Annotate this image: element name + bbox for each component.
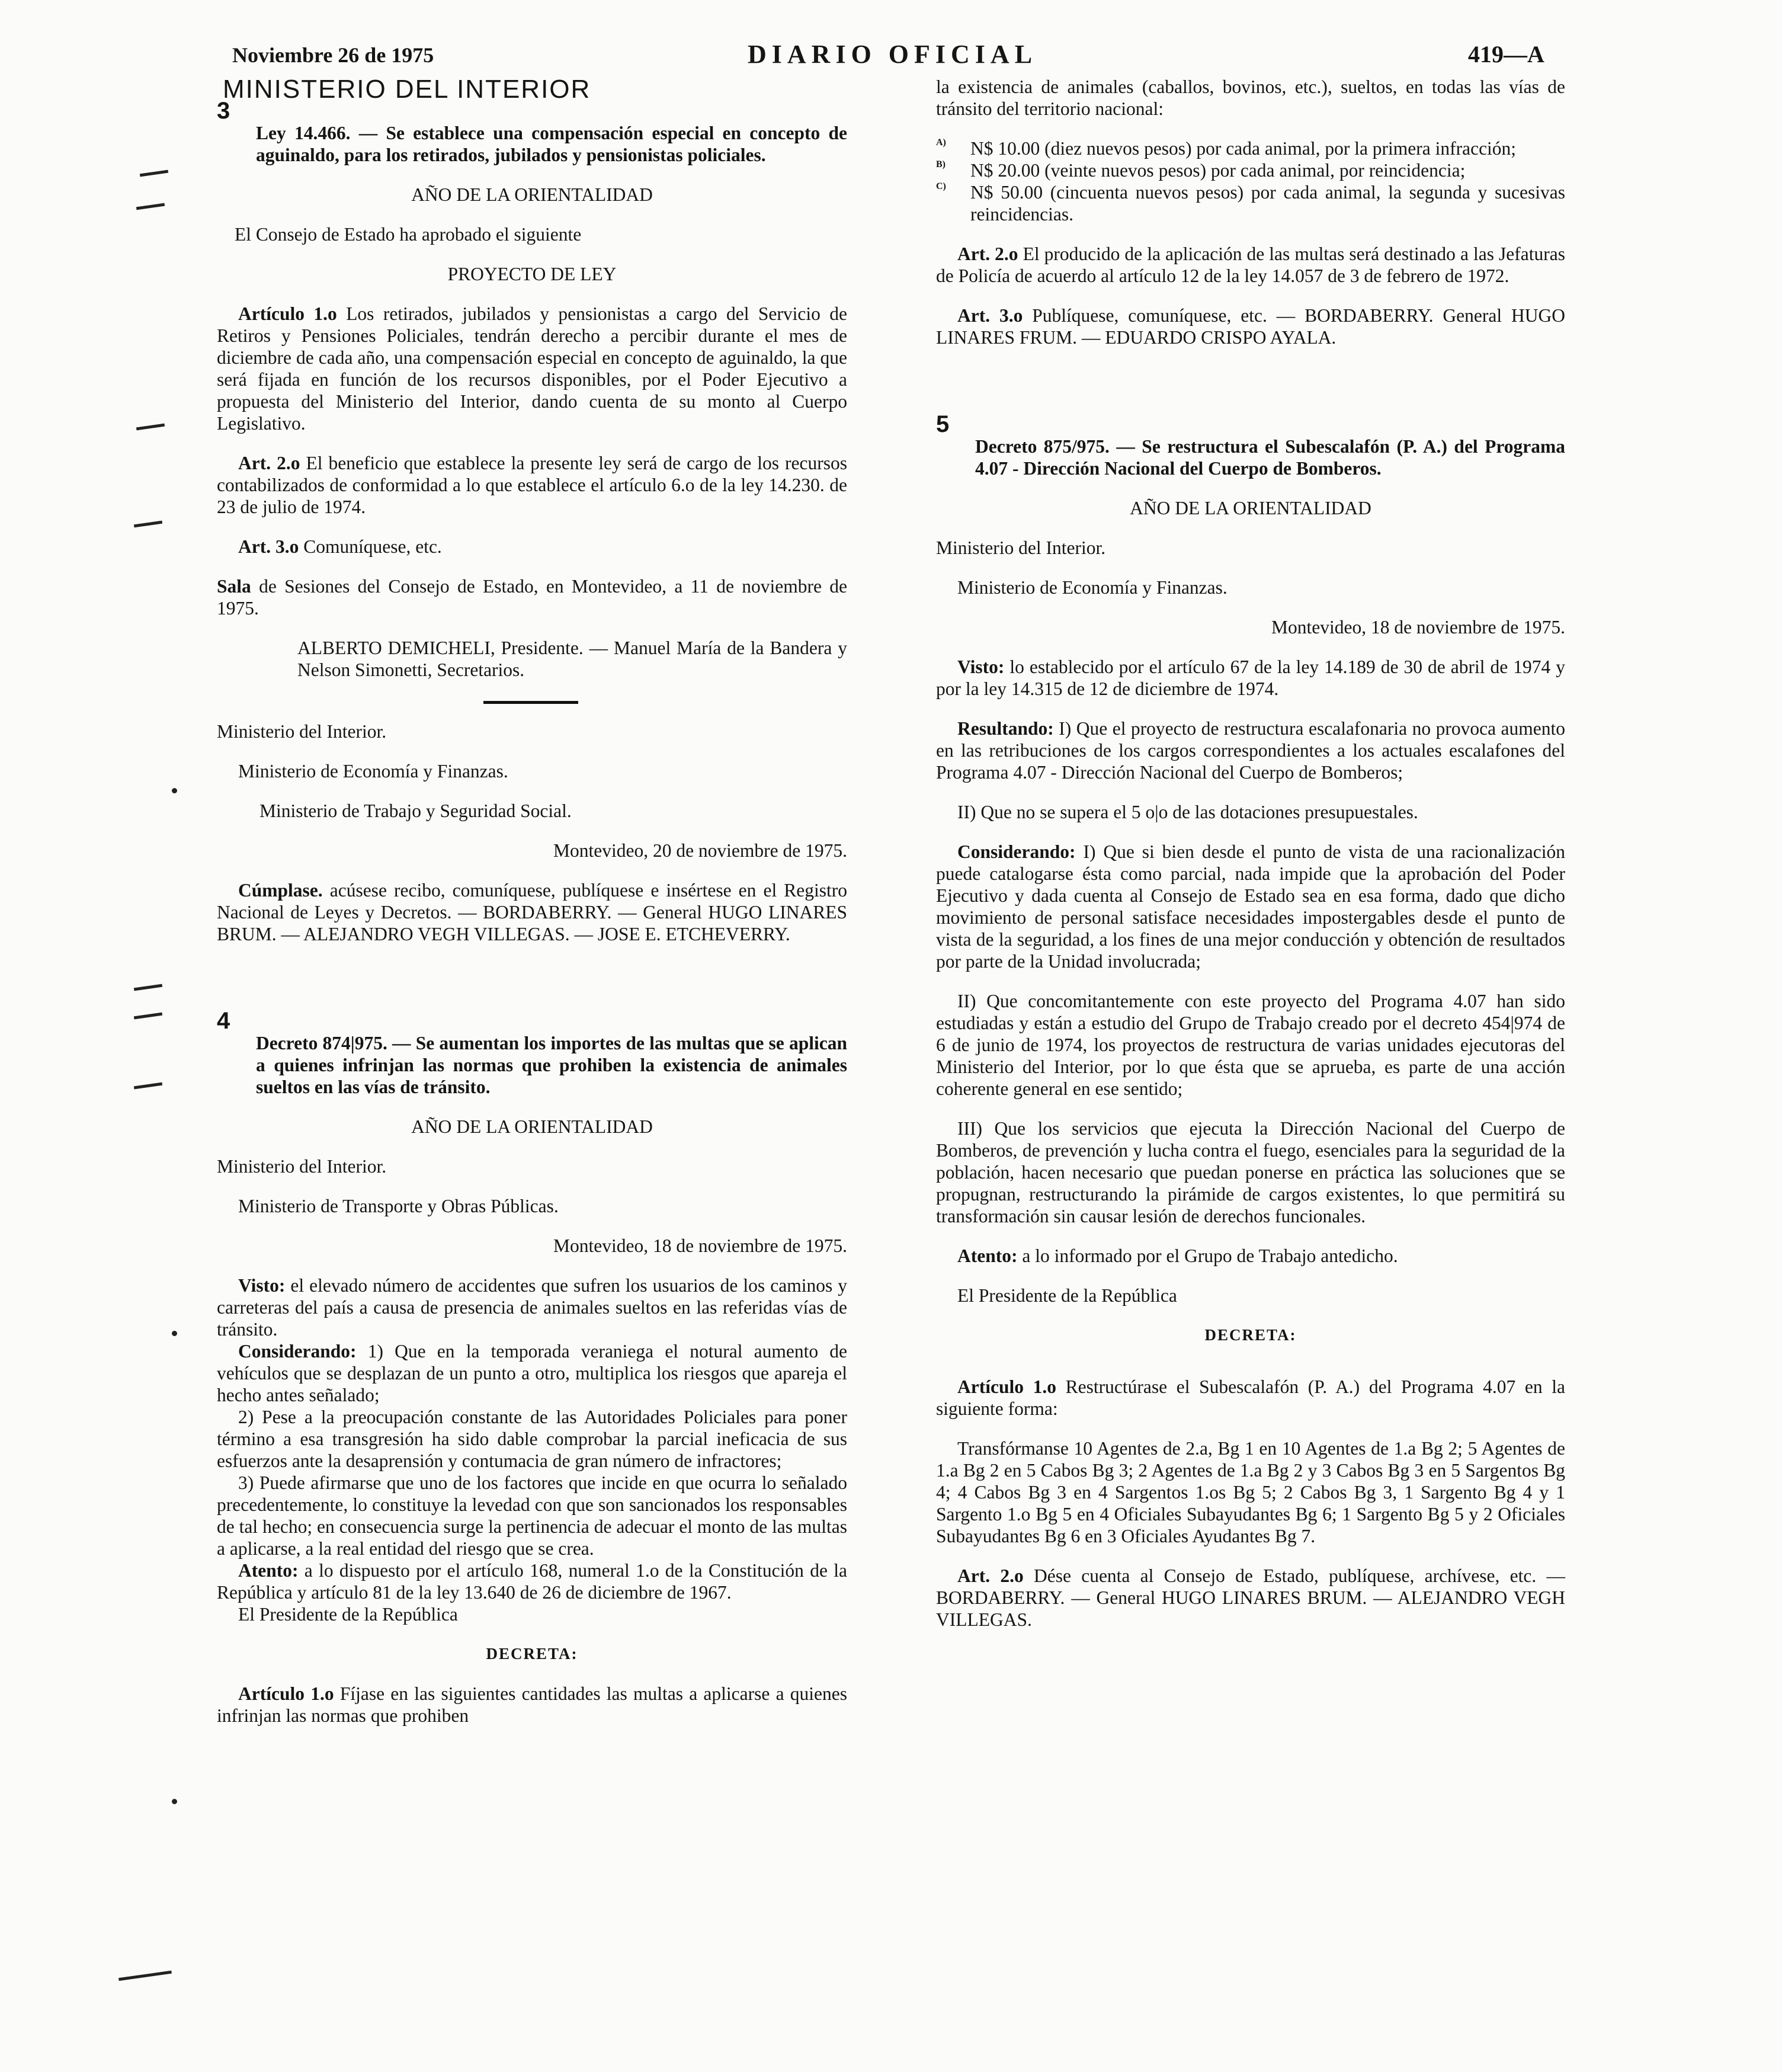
ministry-line: Ministerio de Trabajo y Seguridad Social. bbox=[259, 800, 572, 821]
section-4-continued bbox=[936, 76, 1565, 348]
ministry-line: Ministerio del Interior. bbox=[217, 1156, 387, 1177]
resultando-text: I) Que el proyecto de restructura escalafonaria no provoca aumento en las retribuciones de los cargos correspondientes a los actuales escalafones del Programa 4.07 - Dirección Nacional del Cuerpo de Bomberos; bbox=[936, 718, 1566, 783]
issue-date: Noviembre 26 de 1975 bbox=[232, 43, 434, 67]
ministry-line: Ministerio de Economía y Finanzas. bbox=[957, 577, 1227, 598]
signers: ALBERTO DEMICHELI, Presidente. — Manuel María de la Bandera y Nelson Simonetti, Secretarios. bbox=[297, 638, 847, 680]
margin-dot bbox=[172, 1799, 177, 1804]
ministry-line: Ministerio de Transporte y Obras Públicas. bbox=[238, 1196, 559, 1216]
decreta-heading: DECRETA: bbox=[1204, 1326, 1297, 1344]
margin-mark bbox=[140, 170, 168, 177]
right-column bbox=[936, 76, 1565, 1631]
place-date: Montevideo, 18 de noviembre de 1975. bbox=[1271, 617, 1565, 638]
margin-mark bbox=[134, 984, 162, 991]
section-3 bbox=[217, 100, 847, 945]
fine-item-text: N$ 20.00 (veinte nuevos pesos) por cada animal, por reincidencia; bbox=[970, 160, 1466, 181]
margin-mark bbox=[134, 1013, 162, 1020]
continuation-lead: la existencia de animales (caballos, bovinos, etc.), sueltos, en todas las vías de tránsito del territorio nacional: bbox=[936, 76, 1565, 119]
ministry-line: Ministerio del Interior. bbox=[936, 537, 1106, 558]
section-divider bbox=[483, 701, 578, 704]
section-summary: Decreto 874|975. — Se aumentan los importes de las multas que se aplican a quienes infrinjan las normas que prohiben la existencia de animales sueltos en las vías de tránsito. bbox=[256, 1033, 847, 1097]
considerando-paragraph bbox=[217, 1340, 847, 1406]
atento-label: Atento: bbox=[238, 1560, 299, 1581]
article-text: Restructúrase el Subescalafón (P. A.) del Programa 4.07 en la siguiente forma: bbox=[936, 1376, 1565, 1419]
considerando-text: I) Que si bien desde el punto de vista de una racionalización puede catalogarse ésta como parcial, nada impide que la aprobación del Poder Ejecutivo y dada cuenta al Consejo de Estado sea en esa forma, dado que dicho movimiento de personal satisface necesidades impostergables desde el punto de vista de la seguridad, a los fines de una mejor conducción y obtención de resultados por parte de la Unidad involucrada; bbox=[936, 841, 1566, 972]
article-2 bbox=[936, 1565, 1565, 1631]
section-number: 5 bbox=[936, 411, 950, 437]
sala-label: Sala bbox=[217, 576, 251, 597]
article-label: Art. 2.o bbox=[238, 453, 300, 473]
fine-item-text: N$ 10.00 (diez nuevos pesos) por cada animal, por la primera infracción; bbox=[970, 138, 1517, 159]
article-label: Art. 2.o bbox=[957, 244, 1018, 264]
visto-text: lo establecido por el artículo 67 de la ley 14.189 de 30 de abril de 1974 y por la ley 14.315 de 12 de diciembre de 1974. bbox=[936, 656, 1565, 699]
fine-list bbox=[936, 137, 1565, 225]
article-1 bbox=[217, 1683, 847, 1727]
article-2 bbox=[217, 452, 847, 518]
ministry-heading: MINISTERIO DEL INTERIOR bbox=[223, 75, 591, 104]
atento-label: Atento: bbox=[957, 1245, 1018, 1266]
page-header bbox=[0, 37, 1782, 78]
section-5 bbox=[936, 411, 1566, 1631]
atento-paragraph bbox=[936, 1245, 1565, 1267]
article-3 bbox=[217, 536, 847, 558]
margin-mark bbox=[118, 1971, 172, 1981]
section-number: 4 bbox=[217, 1008, 230, 1034]
article-2 bbox=[936, 243, 1565, 287]
considerando-paragraph: III) Que los servicios que ejecuta la Dirección Nacional del Cuerpo de Bomberos, de prevención y lucha contra el fuego, esenciales para la seguridad de la población, hacen necesario que puedan ponerse en práctica las soluciones que se propugnan, restructurando la pirámide de cargos existentes, lo que permitirá su transformación sin causar lesión de derechos funcionales. bbox=[936, 1118, 1565, 1226]
article-text: Comuníquese, etc. bbox=[303, 536, 442, 557]
cumplase-text: acúsese recibo, comuníquese, publíquese e insértese en el Registro Nacional de Leyes y Decretos. — BORDABERRY. — General HUGO LINARES BRUM. — ALEJANDRO VEGH VILLEGAS. — JOSE E. ETCHEVERRY. bbox=[217, 880, 848, 944]
considerando-paragraph bbox=[936, 841, 1565, 972]
fine-item-label: C) bbox=[936, 181, 946, 191]
considerando-paragraph: 3) Puede afirmarse que uno de los factores que incide en que ocurra lo señalado precedentemente, lo constituye la levedad con que son sancionados los responsables de tal hecho; en consecuencia surge la pertinencia de adecuar el monto de las multas a aplicarse, a la real entidad del riesgo que se crea. bbox=[217, 1472, 847, 1559]
fine-item-label: A) bbox=[936, 137, 946, 148]
margin-dot bbox=[172, 788, 177, 793]
resultando-paragraph bbox=[936, 718, 1565, 783]
resultando-label: Resultando: bbox=[957, 718, 1054, 739]
cumplase-paragraph bbox=[217, 879, 847, 945]
publication-title: DIARIO OFICIAL bbox=[748, 40, 1038, 69]
article-text: Publíquese, comuníquese, etc. — BORDABERRY. General HUGO LINARES FRUM. — EDUARDO CRISPO AYALA. bbox=[936, 305, 1565, 348]
section-number: 3 bbox=[217, 98, 230, 124]
article-label: Artículo 1.o bbox=[238, 1683, 334, 1704]
article-3 bbox=[936, 305, 1565, 348]
article-label: Art. 2.o bbox=[957, 1565, 1024, 1586]
considerando-label: Considerando: bbox=[957, 841, 1076, 862]
year-motto: AÑO DE LA ORIENTALIDAD bbox=[1130, 498, 1371, 518]
considerando-paragraph: II) Que concomitantemente con este proyecto del Programa 4.07 han sido estudiadas y están a estudio del Grupo de Trabajo creado por el decreto 454|974 de 6 de junio de 1974, los proyectos de restructura de varias unidades ejecutoras del Ministerio del Interior, por lo que ésta que se aprueba, es parte de una acción coherente general en ese sentido; bbox=[936, 991, 1565, 1099]
visto-label: Visto: bbox=[238, 1275, 286, 1296]
year-motto: AÑO DE LA ORIENTALIDAD bbox=[411, 1116, 653, 1137]
atento-text: a lo dispuesto por el artículo 168, numeral 1.o de la Constitución de la República y artículo 81 de la ley 13.640 de 26 de diciembre de 1967. bbox=[217, 1560, 848, 1603]
ministry-line: Ministerio de Economía y Finanzas. bbox=[238, 761, 508, 782]
proyecto-heading: PROYECTO DE LEY bbox=[447, 264, 617, 284]
considerando-label: Considerando: bbox=[238, 1341, 357, 1362]
article-text: Los retirados, jubilados y pensionistas a cargo del Servicio de Retiros y Pensiones Policiales, tendrán derecho a percibir durante el mes de diciembre de cada año, una compensación especial en concepto de aguinaldo, la que será fijada en función de los recursos disponibles, por el Poder Ejecutivo a propuesta del Ministerio del Interior, dando cuenta de su monto al Cuerpo Legislativo. bbox=[217, 303, 848, 434]
resultando-paragraph: II) Que no se supera el 5 o|o de las dotaciones presupuestales. bbox=[957, 802, 1418, 822]
left-column bbox=[217, 76, 847, 1727]
article-label: Artículo 1.o bbox=[957, 1376, 1057, 1397]
decreta-heading: DECRETA: bbox=[486, 1645, 578, 1663]
section-4 bbox=[217, 1010, 847, 1727]
margin-mark bbox=[136, 424, 165, 431]
considerando-paragraph: 2) Pese a la preocupación constante de las Autoridades Policiales para poner término a esa transgresión ha sido dable comprobar la parcial ineficacia de sus esfuerzos ante la desaprensión y contumacia de gran número de infractores; bbox=[217, 1407, 847, 1471]
article-label: Art. 3.o bbox=[238, 536, 299, 557]
article-text: Dése cuenta al Consejo de Estado, publíquese, archívese, etc. — BORDABERRY. — General HUGO LINARES BRUM. — ALEJANDRO VEGH VILLEGAS. bbox=[936, 1565, 1566, 1630]
margin-mark bbox=[136, 203, 165, 210]
fine-item bbox=[936, 137, 1565, 159]
article-label: Artículo 1.o bbox=[238, 303, 337, 324]
year-motto: AÑO DE LA ORIENTALIDAD bbox=[411, 184, 653, 205]
cumplase-label: Cúmplase. bbox=[238, 880, 323, 901]
fine-item-label: B) bbox=[936, 159, 946, 169]
fine-item-text: N$ 50.00 (cincuenta nuevos pesos) por cada animal, la segunda y sucesivas reincidencias. bbox=[970, 182, 1565, 225]
considerando-text: 1) Que en la temporada veraniega el notural aumento de vehículos que se desplazan de un punto a otro, multiplica los riesgos que apareja el hecho antes señalado; bbox=[217, 1341, 848, 1405]
article-text: El beneficio que establece la presente ley será de cargo de los recursos contabilizados de conformidad a lo que establece el artículo 6.o de la ley 14.230. de 23 de julio de 1974. bbox=[217, 453, 847, 517]
article-text: El producido de la aplicación de las multas será destinado a las Jefaturas de Policía de acuerdo al artículo 12 de la ley 14.057 de 3 de febrero de 1972. bbox=[936, 244, 1565, 286]
visto-paragraph bbox=[936, 656, 1565, 700]
visto-label: Visto: bbox=[957, 656, 1005, 677]
section-summary: Decreto 875/975. — Se restructura el Subescalafón (P. A.) del Programa 4.07 - Dirección Nacional del Cuerpo de Bomberos. bbox=[975, 436, 1565, 479]
article-label: Art. 3.o bbox=[957, 305, 1023, 326]
margin-dot bbox=[172, 1331, 177, 1336]
place-date: Montevideo, 20 de noviembre de 1975. bbox=[553, 840, 847, 861]
fine-item bbox=[936, 159, 1565, 181]
page-number: 419—A bbox=[1468, 41, 1544, 68]
atento-paragraph bbox=[217, 1559, 847, 1603]
section-summary: Ley 14.466. — Se establece una compensación especial en concepto de aguinaldo, para los retirados, jubilados y pensionistas policiales. bbox=[256, 123, 847, 165]
sala-paragraph bbox=[217, 575, 847, 619]
sala-text: de Sesiones del Consejo de Estado, en Montevideo, a 11 de noviembre de 1975. bbox=[217, 576, 847, 619]
article-text: Fíjase en las siguientes cantidades las multas a aplicarse a quienes infrinjan las normas que prohiben bbox=[217, 1683, 847, 1726]
transform-paragraph: Transfórmanse 10 Agentes de 2.a, Bg 1 en 10 Agentes de 1.a Bg 2; 5 Agentes de 1.a Bg 2 en 5 Cabos Bg 3; 2 Agentes de 1.a Bg 2 y 3 Cabos Bg 3 en 5 Sargentos Bg 4; 4 Cabos Bg 3 en 4 Sargentos 1.os Bg 5; 2 Cabos Bg 3, 1 Sargento Bg 4 y 1 Sargento 1.o Bg 5 en 4 Oficiales Subayudantes Bg 6; 1 Sargento Bg 5 y 2 Oficiales Subayudantes Bg 6 en 3 Oficiales Ayudantes Bg 7. bbox=[936, 1438, 1565, 1546]
article-1 bbox=[217, 303, 847, 434]
article-1 bbox=[936, 1376, 1565, 1420]
atento-text: a lo informado por el Grupo de Trabajo antedicho. bbox=[1022, 1245, 1398, 1266]
place-date: Montevideo, 18 de noviembre de 1975. bbox=[553, 1235, 847, 1256]
margin-mark bbox=[134, 521, 162, 528]
president-line: El Presidente de la República bbox=[957, 1285, 1177, 1306]
ministry-line: Ministerio del Interior. bbox=[217, 721, 387, 742]
margin-mark bbox=[134, 1083, 162, 1090]
president-line: El Presidente de la República bbox=[238, 1604, 458, 1625]
visto-text: el elevado número de accidentes que sufren los usuarios de los caminos y carreteras del país a causa de presencia de animales sueltos en las referidas vías de tránsito. bbox=[217, 1275, 848, 1340]
visto-paragraph bbox=[217, 1274, 847, 1340]
fine-item bbox=[936, 181, 1565, 225]
intro-text: El Consejo de Estado ha aprobado el siguiente bbox=[235, 224, 582, 245]
